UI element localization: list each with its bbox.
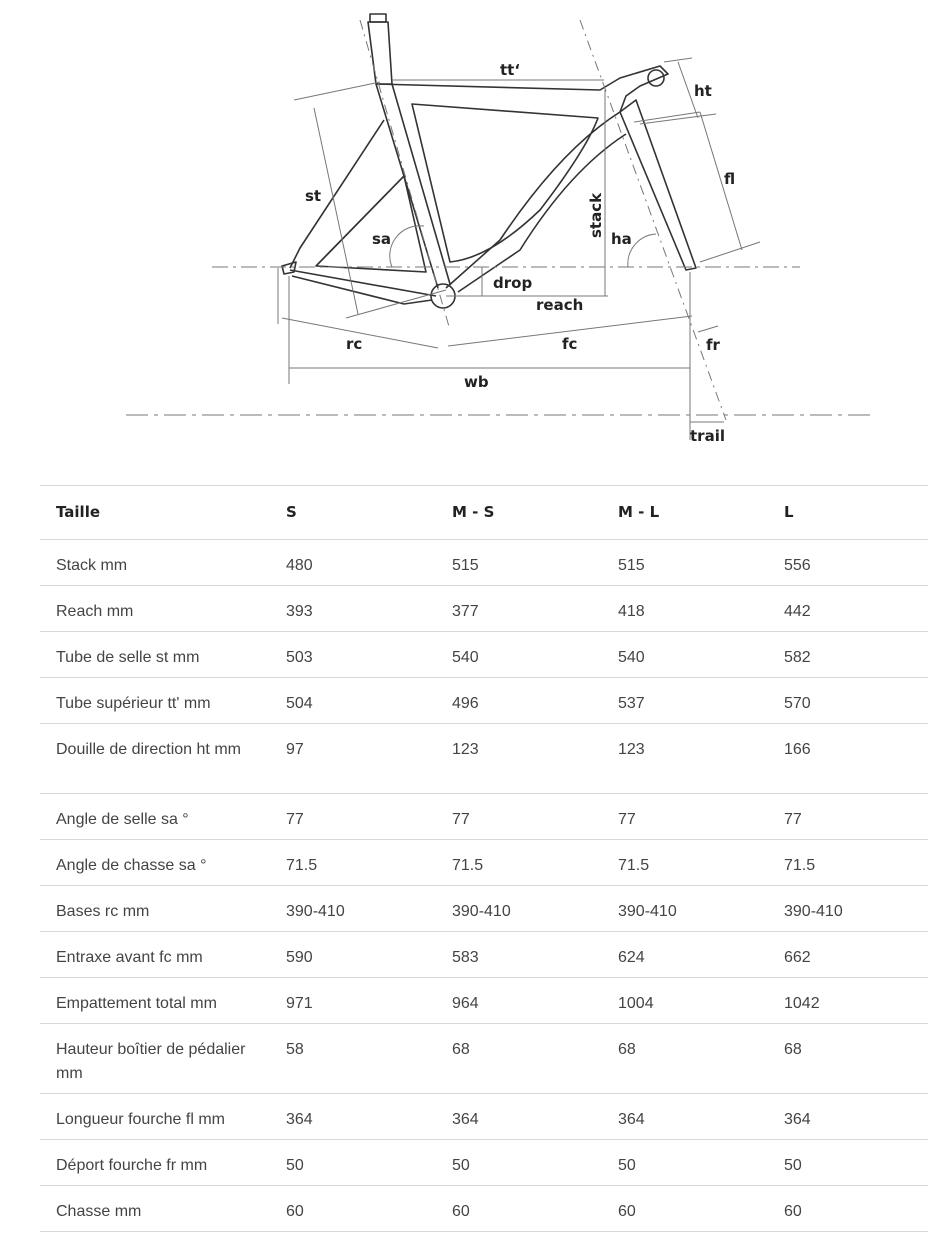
label-drop: drop: [493, 274, 533, 292]
row-value: 166: [768, 724, 928, 794]
seat-tube-rear: [392, 84, 450, 284]
row-value: 540: [602, 632, 768, 678]
row-value: 364: [436, 1094, 602, 1140]
row-value: 570: [768, 678, 928, 724]
rear-dropout: [282, 262, 296, 274]
row-value: 582: [768, 632, 928, 678]
table-row: [40, 1186, 928, 1232]
table-row: [40, 540, 928, 586]
row-label: Empattement total mm: [40, 978, 270, 1024]
table-row: [40, 932, 928, 978]
table-row: [40, 678, 928, 724]
row-label: Longueur fourche fl mm: [40, 1094, 270, 1140]
row-label: Angle de chasse sa °: [40, 840, 270, 886]
table-row: [40, 840, 928, 886]
row-value: 583: [436, 932, 602, 978]
label-fl: fl: [724, 170, 736, 188]
frame-geometry-diagram: [0, 0, 938, 460]
row-value: 58: [270, 1024, 436, 1094]
row-value: 1042: [768, 978, 928, 1024]
row-value: 504: [270, 678, 436, 724]
row-value: 123: [436, 724, 602, 794]
row-value: 390-410: [270, 886, 436, 932]
row-value: 442: [768, 586, 928, 632]
table-row: [40, 886, 928, 932]
row-value: 364: [602, 1094, 768, 1140]
row-value: 50: [436, 1140, 602, 1186]
row-value: 77: [602, 794, 768, 840]
row-label: Entraxe avant fc mm: [40, 932, 270, 978]
label-ha: ha: [611, 230, 632, 248]
row-label: Bases rc mm: [40, 886, 270, 932]
label-tt: tt‘: [500, 61, 521, 79]
row-value: 662: [768, 932, 928, 978]
row-value: 964: [436, 978, 602, 1024]
table-header-row: [40, 486, 928, 540]
table-row: [40, 586, 928, 632]
row-value: 971: [270, 978, 436, 1024]
row-value: 77: [270, 794, 436, 840]
row-value: 71.5: [436, 840, 602, 886]
label-stack: stack: [587, 192, 605, 238]
table-body: [40, 540, 928, 1232]
label-fc: fc: [562, 335, 578, 353]
row-label: Tube supérieur tt' mm: [40, 678, 270, 724]
table-row: [40, 1140, 928, 1186]
seat-clamp: [370, 14, 386, 22]
label-reach: reach: [536, 296, 584, 314]
row-value: 537: [602, 678, 768, 724]
row-value: 60: [436, 1186, 602, 1232]
row-value: 60: [768, 1186, 928, 1232]
row-value: 377: [436, 586, 602, 632]
row-value: 393: [270, 586, 436, 632]
label-trail: trail: [690, 427, 725, 445]
row-value: 68: [436, 1024, 602, 1094]
row-value: 540: [436, 632, 602, 678]
row-value: 418: [602, 586, 768, 632]
row-value: 71.5: [768, 840, 928, 886]
stem-bolt: [648, 70, 664, 86]
label-st: st: [305, 187, 322, 205]
row-value: 364: [768, 1094, 928, 1140]
row-value: 496: [436, 678, 602, 724]
label-fr: fr: [706, 336, 720, 354]
row-value: 590: [270, 932, 436, 978]
row-value: 390-410: [768, 886, 928, 932]
row-value: 68: [602, 1024, 768, 1094]
row-label: Chasse mm: [40, 1186, 270, 1232]
row-value: 77: [436, 794, 602, 840]
row-value: 68: [768, 1024, 928, 1094]
row-value: 50: [768, 1140, 928, 1186]
row-value: 77: [768, 794, 928, 840]
label-rc: rc: [346, 335, 363, 353]
bike-frame: [282, 14, 696, 308]
row-value: 390-410: [436, 886, 602, 932]
header-m-l: M - L: [602, 486, 768, 540]
row-value: 480: [270, 540, 436, 586]
row-value: 60: [270, 1186, 436, 1232]
row-value: 123: [602, 724, 768, 794]
measurement-lines: [126, 20, 872, 440]
chain-stay: [290, 270, 436, 296]
row-label: Douille de direction ht mm: [40, 724, 270, 794]
header-m-s: M - S: [436, 486, 602, 540]
table-row: [40, 724, 928, 794]
row-value: 515: [436, 540, 602, 586]
table-row: [40, 1024, 928, 1094]
header-size: Taille: [40, 486, 270, 540]
row-value: 1004: [602, 978, 768, 1024]
header-l: L: [768, 486, 928, 540]
geometry-table: [40, 485, 928, 1232]
row-value: 50: [270, 1140, 436, 1186]
row-label: Reach mm: [40, 586, 270, 632]
row-value: 97: [270, 724, 436, 794]
row-value: 503: [270, 632, 436, 678]
label-sa: sa: [372, 230, 392, 248]
table-row: [40, 978, 928, 1024]
table-row: [40, 794, 928, 840]
row-label: Déport fourche fr mm: [40, 1140, 270, 1186]
table-row: [40, 632, 928, 678]
row-value: 50: [602, 1140, 768, 1186]
header-s: S: [270, 486, 436, 540]
row-value: 60: [602, 1186, 768, 1232]
row-label: Tube de selle st mm: [40, 632, 270, 678]
row-value: 364: [270, 1094, 436, 1140]
row-label: Stack mm: [40, 540, 270, 586]
row-value: 556: [768, 540, 928, 586]
row-value: 71.5: [602, 840, 768, 886]
row-value: 515: [602, 540, 768, 586]
label-ht: ht: [694, 82, 712, 100]
seat-post: [368, 22, 392, 84]
row-value: 71.5: [270, 840, 436, 886]
row-value: 390-410: [602, 886, 768, 932]
row-label: Angle de selle sa °: [40, 794, 270, 840]
row-value: 624: [602, 932, 768, 978]
label-wb: wb: [464, 373, 489, 391]
row-label: Hauteur boîtier de pédalier mm: [40, 1024, 270, 1094]
table-row: [40, 1094, 928, 1140]
